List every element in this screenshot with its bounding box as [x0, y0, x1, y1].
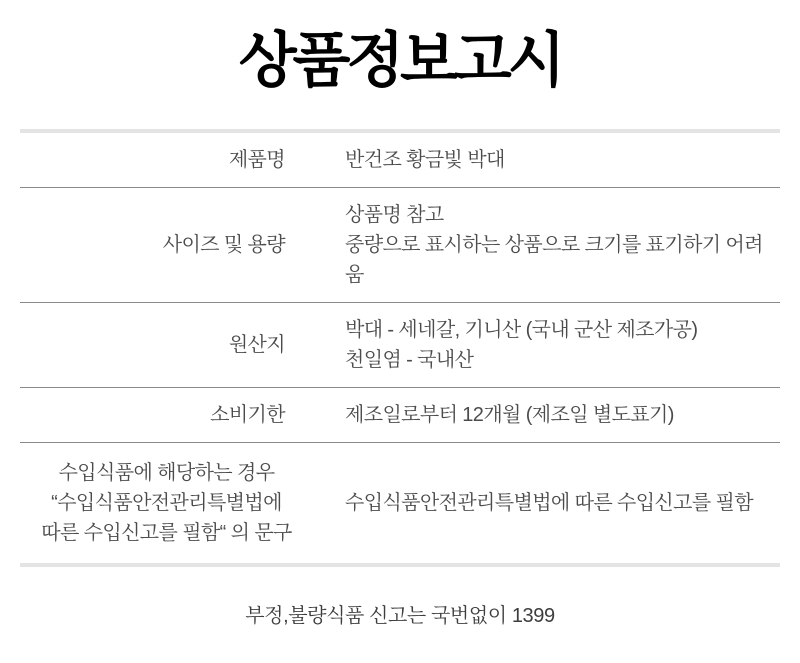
table-row-expiration: [20, 388, 780, 443]
product-info-notice-page: [0, 26, 800, 629]
table-row-size-capacity: [20, 188, 780, 303]
row-value-import-declaration: 수입식품안전관리특별법에 따른 수입신고를 필함: [345, 492, 753, 514]
table-row-origin: [20, 303, 780, 388]
row-label-product-name: 제품명: [228, 149, 285, 171]
row-label-size-capacity: 사이즈 및 용량: [162, 234, 285, 256]
product-info-table: [20, 129, 780, 567]
row-label-origin: 원산지: [228, 334, 285, 356]
page-title: 상품정보고시: [238, 27, 562, 94]
row-label-expiration: 소비기한: [210, 404, 285, 426]
row-value-size-capacity: 상품명 참고 중량으로 표시하는 상품으로 크기를 표기하기 어려움: [345, 204, 763, 286]
row-value-product-name: 반건조 황금빛 박대: [345, 149, 505, 171]
row-label-import-declaration: 수입식품에 해당하는 경우 “수입식품안전관리특별법에 따른 수입신고를 필함“ 의 문구: [41, 462, 292, 544]
row-value-origin: 박대 - 세네갈, 기니산 (국내 군산 제조가공) 천일염 - 국내산: [345, 319, 698, 371]
table-row-import-declaration: [20, 443, 780, 563]
report-hotline-notice: 부정,불량식품 신고는 국번없이 1399: [245, 605, 555, 627]
table-row-product-name: [20, 133, 780, 188]
row-value-expiration: 제조일로부터 12개월 (제조일 별도표기): [345, 404, 674, 426]
